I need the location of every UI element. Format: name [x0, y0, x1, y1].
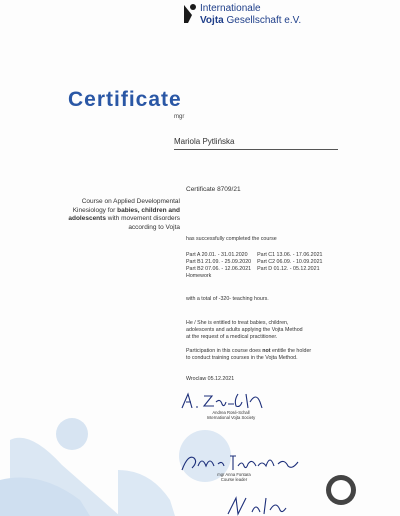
signature-2-image [178, 450, 308, 474]
part-c1: Part C1 13.06. - 17.06.2021 [257, 252, 323, 258]
certificate-title: Certificate [68, 88, 182, 111]
participation-note: Participation in this course does not entitle the holder to conduct training courses in the Vojta Method. [186, 348, 312, 361]
parts-row [186, 252, 328, 259]
part-b1: Part B1 21.09. - 25.09.2020 [186, 259, 252, 265]
watermark-circle-small [56, 418, 88, 450]
org-name-line1: Internationale [200, 3, 261, 14]
signatory-2-role: Course leader [220, 477, 248, 483]
certificate-number: Certificate 8709/21 [186, 186, 241, 193]
part-c2: Part C2 06.09. - 10.09.2021 [257, 259, 323, 265]
completion-statement: has successfully completed the course [186, 236, 277, 242]
seal-stamp-icon [326, 475, 356, 505]
course-parts [186, 252, 328, 280]
course-description: Course on Applied Developmental Kinesiology for babies, children and adolescents with movement disorders according to Vojta [68, 198, 180, 231]
name-underline [174, 149, 338, 150]
recipient-name: Mariola Pytlińska [174, 137, 235, 146]
signatory-1-role: International Vojta Society [206, 415, 256, 421]
org-name-line2: Vojta Gesellschaft e.V. [200, 15, 302, 26]
signature-3-image [222, 494, 292, 516]
part-b2: Part B2 07.06. - 12.06.2021 [186, 266, 252, 272]
watermark-shape-mid [118, 470, 175, 516]
part-a: Part A 20.01. - 31.01.2020 [186, 252, 248, 258]
vojta-logo-icon [182, 3, 198, 25]
parts-row [186, 259, 328, 266]
entitlement-text: He / She is entitled to treat babies, children, adolescents and adults applying the Vojta Method at the request of a medical practitioner. [186, 320, 303, 340]
part-d: Part D 01.12. - 05.12.2021 [257, 266, 320, 272]
teaching-hours: with a total of -320- teaching hours. [186, 296, 269, 302]
signatory-1 [186, 410, 276, 420]
academic-grade: mgr [174, 114, 185, 120]
signature-1-image [176, 390, 296, 412]
signatory-1-name: Andrea Rosé-Schall [212, 410, 250, 415]
parts-row [186, 266, 328, 273]
homework-label: Homework [186, 273, 212, 279]
signatory-2-name: mgr Anna Fontara [217, 472, 251, 477]
signatory-2 [194, 472, 274, 482]
place-and-date: Wroclaw 05.12.2021 [186, 376, 235, 382]
